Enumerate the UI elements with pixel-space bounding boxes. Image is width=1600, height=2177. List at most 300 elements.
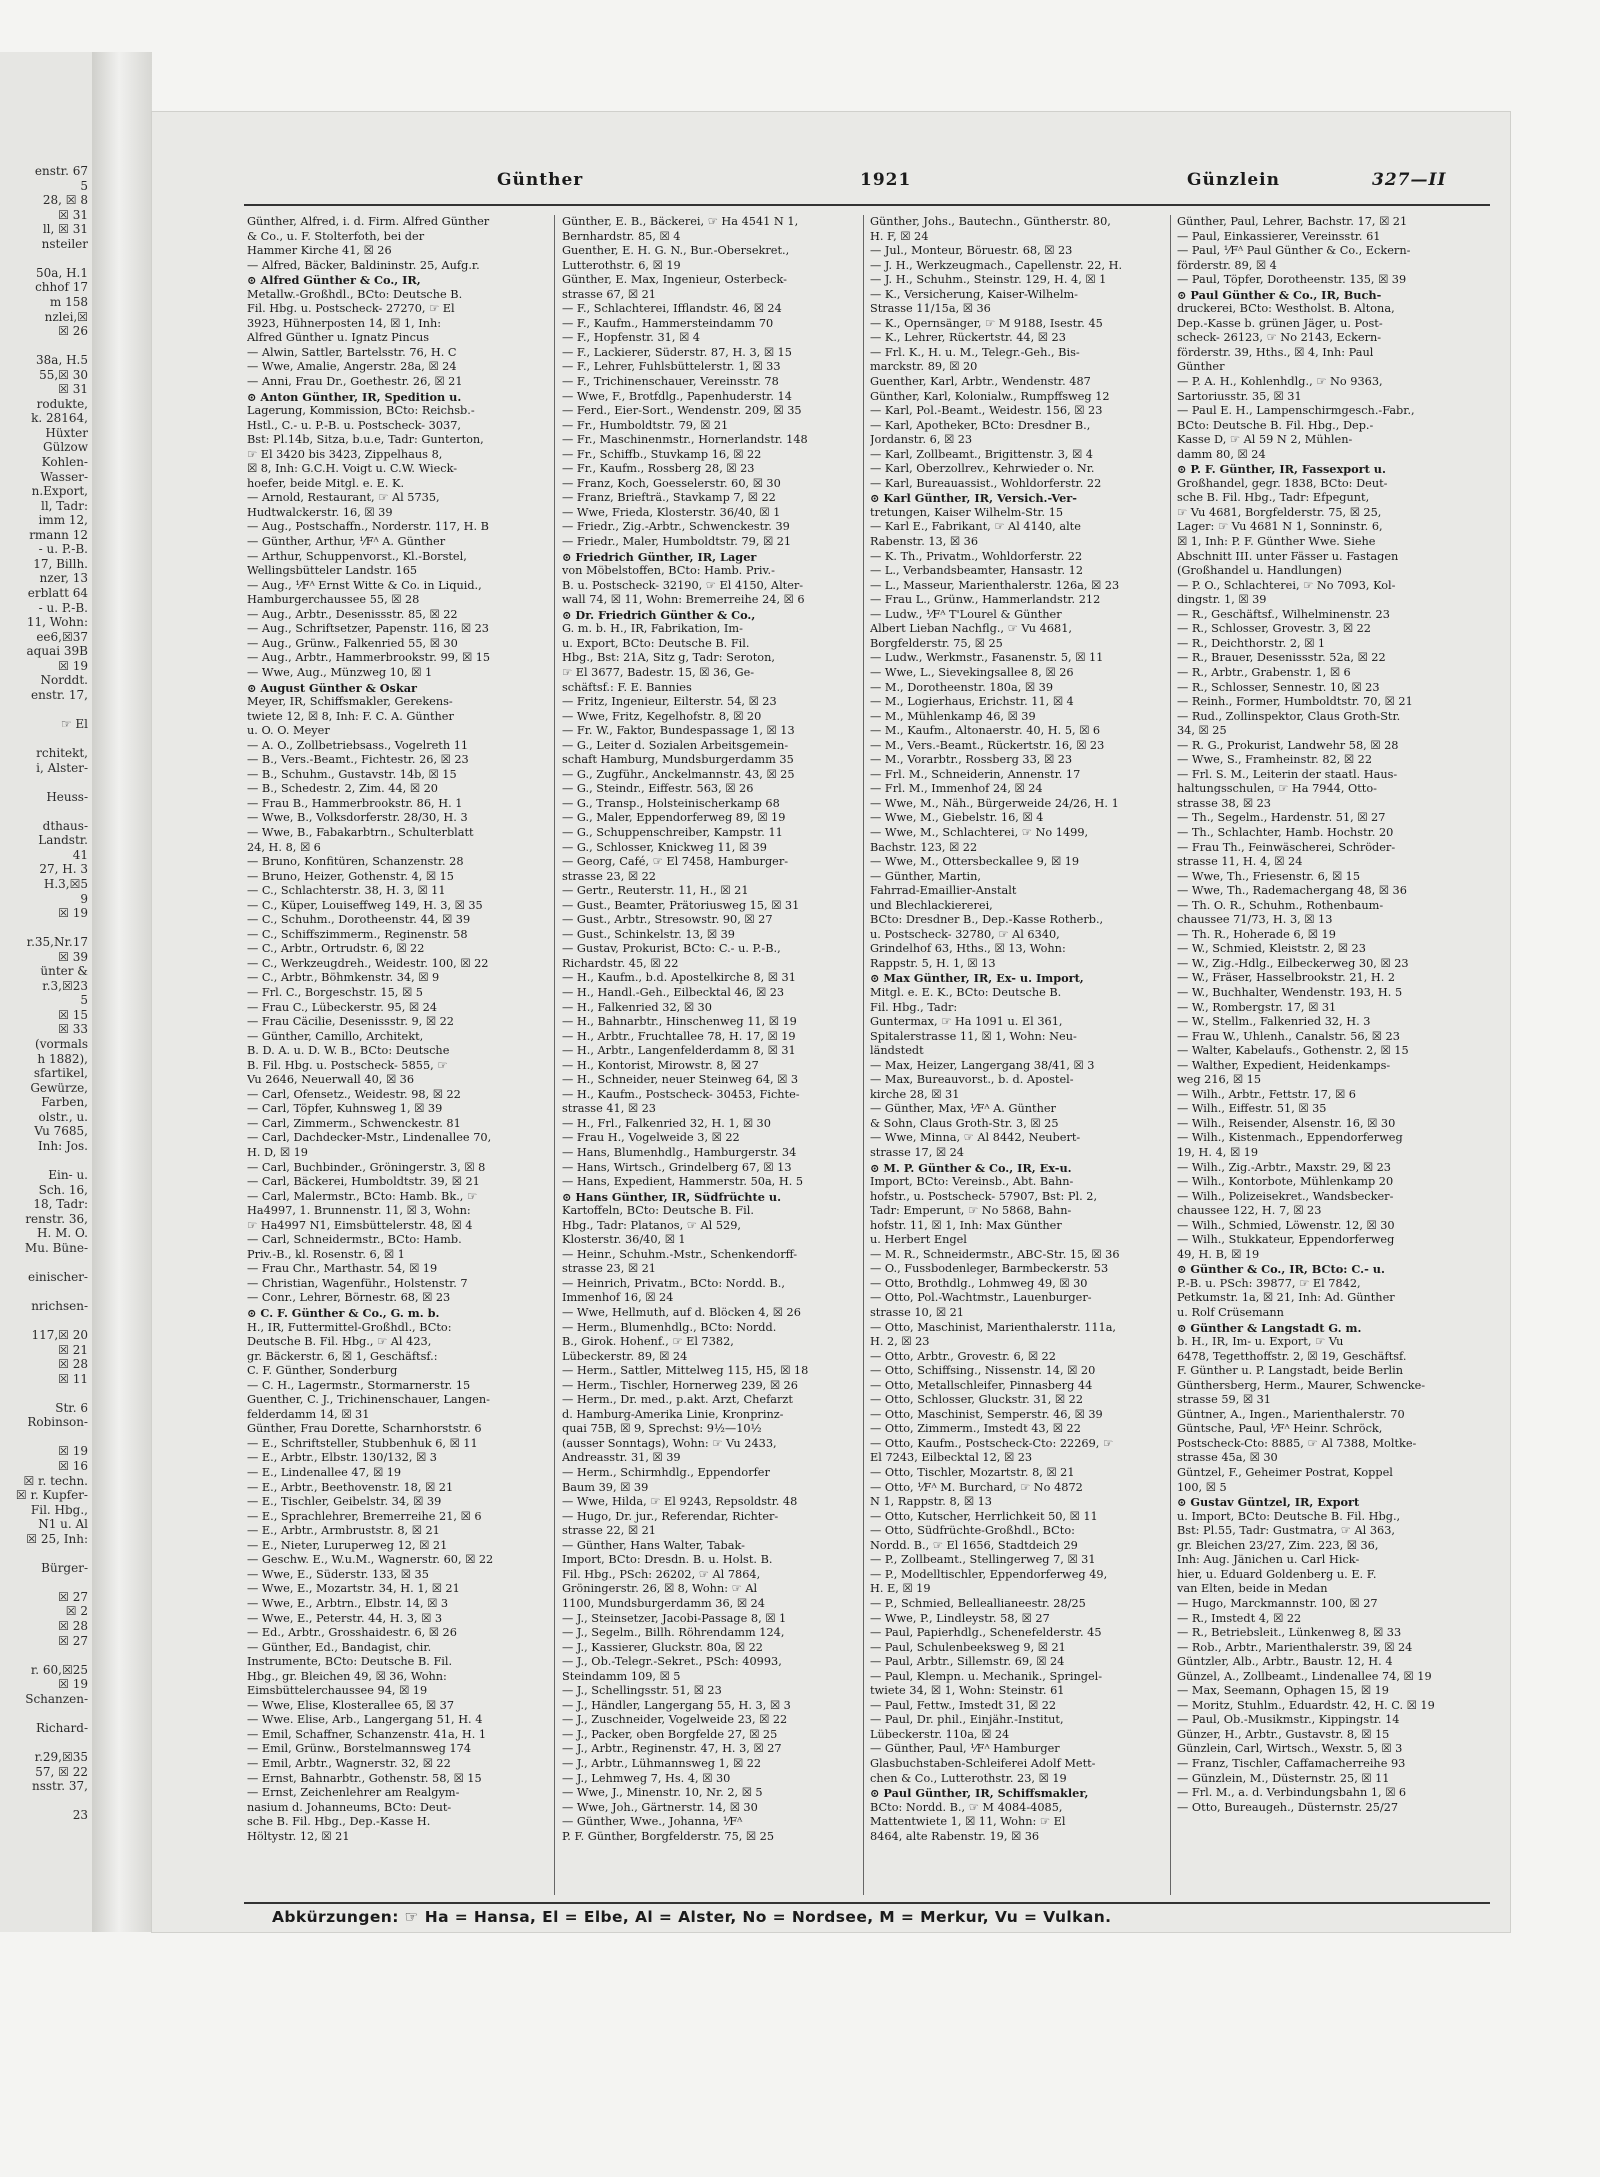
directory-line: — Karl, Pol.-Beamt., Weidestr. 156, ☒ 23	[870, 404, 1103, 418]
directory-line: — H., Arbtr., Fruchtallee 78, H. 17, ☒ 19	[562, 1029, 796, 1043]
directory-line: Guenther, E. H. G. N., Bur.-Obersekret.,	[562, 244, 790, 258]
left-page-line: k. 28164,	[31, 411, 88, 426]
left-page-line: 9	[80, 891, 88, 906]
directory-line: strasse 22, ☒ 21	[562, 1524, 656, 1538]
directory-line: — L., Masseur, Marienthalerstr. 126a, ☒ 23	[870, 578, 1120, 592]
directory-line: — C., Werkzeugdreh., Weidestr. 100, ☒ 22	[247, 956, 489, 970]
directory-line: twiete 12, ☒ 8, Inh: F. C. A. Günther	[247, 709, 454, 723]
directory-line: — Otto, Schlosser, Gluckstr. 31, ☒ 22	[870, 1393, 1084, 1407]
directory-line: — Gustav, Prokurist, BCto: C.- u. P.-B.,	[562, 942, 781, 956]
directory-line: Kasse D, ☞ Al 59 N 2, Mühlen-	[1177, 433, 1353, 447]
directory-line: — Frl. M., a. d. Verbindungsbahn 1, ☒ 6	[1177, 1786, 1407, 1800]
directory-line: — Wwe, J., Minenstr. 10, Nr. 2, ☒ 5	[562, 1786, 763, 1800]
directory-line: Alfred Günther u. Ignatz Pincus	[247, 331, 430, 345]
directory-line: — L., Verbandsbeamter, Hansastr. 12	[870, 564, 1084, 578]
directory-line: — B., Vers.-Beamt., Fichtestr. 26, ☒ 23	[247, 753, 469, 767]
directory-line: — H., Kontorist, Mirowstr. 8, ☒ 27	[562, 1058, 759, 1072]
directory-line: — Wilh., Arbtr., Fettstr. 17, ☒ 6	[1177, 1087, 1356, 1101]
directory-line: Günther	[1177, 360, 1225, 374]
directory-line: — Aug., Arbtr., Desenissstr. 85, ☒ 22	[247, 607, 458, 621]
directory-line: — Fr., Kaufm., Rossberg 28, ☒ 23	[562, 462, 755, 476]
directory-line: Lagerung, Kommission, BCto: Reichsb.-	[247, 404, 475, 418]
directory-page	[152, 112, 1510, 1932]
directory-line: — Herm., Tischler, Hornerweg 239, ☒ 26	[562, 1378, 798, 1392]
directory-line: — Geschw. E., W.u.M., Wagnerstr. 60, ☒ 22	[247, 1553, 494, 1567]
directory-line: — Frl. C., Borgeschstr. 15, ☒ 5	[247, 985, 423, 999]
directory-line: — M., Vers.-Beamt., Rückertstr. 16, ☒ 23	[870, 738, 1105, 752]
directory-line: — K., Versicherung, Kaiser-Wilhelm-	[870, 287, 1078, 301]
directory-line: u. Postscheck- 32780, ☞ Al 6340,	[870, 927, 1060, 941]
directory-line: — Karl E., Fabrikant, ☞ Al 4140, alte	[870, 520, 1081, 534]
directory-line: Güntner, A., Ingen., Marienthalerstr. 70	[1177, 1407, 1405, 1421]
left-page-line: ☒ 19	[58, 658, 88, 673]
directory-line: — Carl, Töpfer, Kuhnsweg 1, ☒ 39	[247, 1102, 443, 1116]
directory-line: 34, ☒ 25	[1177, 724, 1227, 738]
left-page-line: Richard-	[36, 1720, 88, 1735]
left-page-line: 41	[72, 847, 88, 862]
directory-line: strasse 59, ☒ 31	[1177, 1393, 1271, 1407]
left-page-line: Gülzow	[43, 440, 88, 455]
directory-line: strasse 67, ☒ 21	[562, 287, 656, 301]
directory-line: B. u. Postscheck- 32190, ☞ El 4150, Alter-	[562, 578, 804, 592]
left-page-line: enstr. 67	[34, 164, 88, 178]
directory-line: Tadr: Emperunt, ☞ No 5868, Bahn-	[870, 1204, 1072, 1218]
directory-line: — G., Schlosser, Knickweg 11, ☒ 39	[562, 840, 767, 854]
directory-line: — J. H., Werkzeugmach., Capellenstr. 22, H.	[870, 258, 1123, 272]
directory-line: — E., Arbtr., Beethovenstr. 18, ☒ 21	[247, 1480, 454, 1494]
directory-line: — Paul, Klempn. u. Mechanik., Springel-	[870, 1669, 1103, 1683]
directory-line: — Otto, Bureaugeh., Düsternstr. 25/27	[1177, 1800, 1399, 1814]
left-page-line: Wasser-	[40, 469, 88, 484]
left-page-line: 5	[80, 993, 88, 1008]
directory-line: — Otto, Arbtr., Grovestr. 6, ☒ 22	[870, 1349, 1056, 1363]
directory-line: — Fritz, Ingenieur, Eilterstr. 54, ☒ 23	[562, 695, 777, 709]
directory-line: — Emil, Grünw., Borstelmannsweg 174	[247, 1742, 472, 1756]
directory-line: — K., Lehrer, Rückertstr. 44, ☒ 23	[870, 331, 1066, 345]
directory-line: — Otto, Kutscher, Herrlichkeit 50, ☒ 11	[870, 1509, 1098, 1523]
directory-line: — Paul, ⅟Fᴬ Paul Günther & Co., Eckern-	[1177, 244, 1411, 258]
left-page-line: aquai 39B	[26, 644, 88, 659]
directory-line: chaussee 122, H. 7, ☒ 23	[1177, 1204, 1322, 1218]
directory-line: hoefer, beide Mitgl. e. E. K.	[247, 476, 405, 490]
directory-line: & Co., u. F. Stolterfoth, bei der	[247, 229, 425, 243]
directory-line: ☞ El 3677, Badestr. 15, ☒ 36, Ge-	[562, 665, 755, 679]
left-page-line: olstr., u.	[38, 1109, 88, 1124]
directory-line: Bachstr. 123, ☒ 22	[870, 840, 978, 854]
directory-line: Spitalerstrasse 11, ☒ 1, Wohn: Neu-	[870, 1029, 1077, 1043]
abbreviation-footer: Abkürzungen: ☞ Ha = Hansa, El = Elbe, Al = Alster, No = Nordsee, M = Merkur, Vu = Vulkan.	[272, 1908, 1112, 1926]
directory-line: — Rob., Arbtr., Marienthalerstr. 39, ☒ 24	[1177, 1640, 1413, 1654]
directory-line: — C., Küper, Louiseffweg 149, H. 3, ☒ 35	[247, 898, 483, 912]
header-first-name: Günther	[497, 170, 584, 190]
directory-line: — H., Frl., Falkenried 32, H. 1, ☒ 30	[562, 1116, 771, 1130]
column-divider	[1170, 215, 1171, 1895]
left-page-line: ll, Tadr:	[41, 498, 88, 513]
directory-line: Dep.-Kasse b. grünen Jäger, u. Post-	[1177, 316, 1383, 330]
column-2	[562, 215, 862, 1844]
directory-line: — Max, Seemann, Ophagen 15, ☒ 19	[1177, 1684, 1389, 1698]
directory-line: — Emil, Arbtr., Wagnerstr. 32, ☒ 22	[247, 1756, 451, 1770]
directory-line: — Wilh., Stukkateur, Eppendorferweg	[1177, 1233, 1395, 1247]
directory-line: — C., Arbtr., Ortrudstr. 6, ☒ 22	[247, 942, 425, 956]
directory-line: — M., Mühlenkamp 46, ☒ 39	[870, 709, 1036, 723]
left-page-line: Vu 7685,	[34, 1124, 88, 1139]
directory-line: — W., Rombergstr. 17, ☒ 31	[1177, 1000, 1337, 1014]
directory-line: — C., Schiffszimmerm., Reginenstr. 58	[247, 927, 468, 941]
directory-line: Mitgl. e. E. K., BCto: Deutsche B.	[870, 985, 1062, 999]
directory-line: — Paul, Ob.-Musikmstr., Kippingstr. 14	[1177, 1713, 1400, 1727]
directory-line: wall 74, ☒ 11, Wohn: Bremerreihe 24, ☒ 6	[562, 593, 805, 607]
directory-line: Günzlein, Carl, Wirtsch., Wexstr. 5, ☒ 3	[1177, 1742, 1403, 1756]
directory-line: — C., Arbtr., Böhmkenstr. 34, ☒ 9	[247, 971, 440, 985]
directory-line: — Hans, Expedient, Hammerstr. 50a, H. 5	[562, 1175, 804, 1189]
directory-line: 1100, Mundsburgerdamm 36, ☒ 24	[562, 1596, 765, 1610]
directory-line: Klosterstr. 36/40, ☒ 1	[562, 1233, 686, 1247]
directory-line: — Otto, Metallschleifer, Pinnasberg 44	[870, 1378, 1093, 1392]
directory-line: — Frau B., Hammerbrookstr. 86, H. 1	[247, 796, 463, 810]
directory-line: — Georg, Café, ☞ El 7458, Hamburger-	[562, 855, 789, 869]
directory-line: — Jul., Monteur, Böruestr. 68, ☒ 23	[870, 244, 1073, 258]
left-page-line: Schanzen-	[25, 1691, 88, 1706]
directory-line: — Wwe, B., Volksdorferstr. 28/30, H. 3	[247, 811, 468, 825]
directory-line: — R., Schlosser, Sennestr. 10, ☒ 23	[1177, 680, 1380, 694]
directory-line: Immenhof 16, ☒ 24	[562, 1291, 674, 1305]
directory-line: Richardstr. 45, ☒ 22	[562, 956, 679, 970]
directory-line: — Otto, Pol.-Wachtmstr., Lauenburger-	[870, 1291, 1092, 1305]
directory-line: — Ludw., Werkmstr., Fasanenstr. 5, ☒ 11	[870, 651, 1104, 665]
directory-line: — F., Hopfenstr. 31, ☒ 4	[562, 331, 700, 345]
directory-line: — J., Zuschneider, Vogelweide 23, ☒ 22	[562, 1713, 788, 1727]
left-page-line: enstr. 17,	[31, 687, 88, 702]
directory-line: ⊙ Hans Günther, IR, Südfrüchte u.	[562, 1189, 781, 1204]
left-page-line: Ein- u.	[48, 1167, 88, 1182]
directory-line: H. D, ☒ 19	[247, 1146, 308, 1159]
directory-line: (Großhandel u. Handlungen)	[1177, 564, 1342, 578]
directory-line: — Max, Bureauvorst., b. d. Apostel-	[870, 1073, 1074, 1087]
directory-line: — Walter, Kabelaufs., Gothenstr. 2, ☒ 15	[1177, 1044, 1409, 1058]
left-page-line: Hüxter	[45, 425, 88, 440]
directory-line: — Bruno, Konfitüren, Schanzenstr. 28	[247, 855, 464, 869]
directory-line: BCto: Deutsche B. Fil. Hbg., Dep.-	[1177, 418, 1374, 432]
directory-line: — Otto, Maschinist, Semperstr. 46, ☒ 39	[870, 1407, 1103, 1421]
directory-line: gr. Bäckerstr. 6, ☒ 1, Geschäftsf.:	[247, 1349, 438, 1363]
directory-line: u. O. O. Meyer	[247, 724, 330, 738]
directory-line: u. Herbert Engel	[870, 1233, 967, 1247]
directory-line: — Wwe, Minna, ☞ Al 8442, Neubert-	[870, 1131, 1081, 1145]
directory-line: ⊙ Dr. Friedrich Günther & Co.,	[562, 607, 756, 622]
directory-line: — Wwe, Fritz, Kegelhofstr. 8, ☒ 20	[562, 709, 762, 723]
directory-line: — Wwe, Elise, Klosterallee 65, ☒ 37	[247, 1698, 455, 1712]
left-page-line: ☒ 16	[58, 1458, 88, 1473]
directory-line: — Arnold, Restaurant, ☞ Al 5735,	[247, 491, 440, 505]
directory-line: — P., Zollbeamt., Stellingerweg 7, ☒ 31	[870, 1553, 1096, 1567]
left-page-line: N1 u. Al	[38, 1517, 88, 1532]
directory-line: — Karl, Oberzollrev., Kehrwieder o. Nr.	[870, 462, 1095, 476]
directory-line: — Wwe, P., Lindleystr. 58, ☒ 27	[870, 1611, 1050, 1625]
left-page-line: Kohlen-	[41, 455, 88, 469]
left-page-line: 28, ☒ 8	[42, 193, 88, 208]
directory-line: — R., Deichthorstr. 2, ☒ 1	[1177, 636, 1326, 650]
directory-line: H., IR, Futtermittel-Großhdl., BCto:	[247, 1320, 452, 1334]
directory-line: — R., Arbtr., Grabenstr. 1, ☒ 6	[1177, 665, 1351, 679]
directory-line: Güntzler, Alb., Arbtr., Baustr. 12, H. 4	[1177, 1655, 1393, 1669]
column-divider	[554, 215, 555, 1895]
directory-line: — Aug., Grünw., Falkenried 55, ☒ 30	[247, 636, 458, 650]
directory-line: — Frl. K., H. u. M., Telegr.-Geh., Bis-	[870, 345, 1080, 359]
left-page-line: ☒ 27	[58, 1633, 88, 1648]
directory-line: ⊙ Gustav Güntzel, IR, Export	[1177, 1495, 1360, 1510]
left-page-line: 57, ☒ 22	[35, 1764, 88, 1779]
directory-line: von Möbelstoffen, BCto: Hamb. Priv.-	[562, 564, 775, 578]
directory-line: — Ernst, Bahnarbtr., Gothenstr. 58, ☒ 15	[247, 1771, 482, 1785]
directory-line: — Wwe, M., Näh., Bürgerweide 24/26, H. 1	[870, 796, 1119, 810]
directory-line: F. Günther u. P. Langstadt, beide Berlin	[1177, 1364, 1403, 1378]
directory-line: weg 216, ☒ 15	[1177, 1073, 1262, 1087]
directory-line: — J., Steinsetzer, Jacobi-Passage 8, ☒ 1	[562, 1611, 787, 1625]
directory-line: — Wilh., Eiffestr. 51, ☒ 35	[1177, 1102, 1327, 1116]
directory-line: — M., Logierhaus, Erichstr. 11, ☒ 4	[870, 695, 1074, 709]
left-page-line: 5	[80, 178, 88, 193]
left-page-line: ☞ El	[60, 716, 88, 731]
directory-line: — Günther, Ed., Bandagist, chir.	[247, 1640, 432, 1654]
directory-line: — Aug., Arbtr., Hammerbrookstr. 99, ☒ 15	[247, 651, 491, 665]
left-page-line: nzlei,☒	[44, 309, 88, 324]
directory-line: — Otto, ⅟Fᴬ M. Burchard, ☞ No 4872	[870, 1480, 1083, 1494]
directory-line: Postscheck-Cto: 8885, ☞ Al 7388, Moltke-	[1177, 1436, 1417, 1450]
directory-line: — Wwe, E., Peterstr. 44, H. 3, ☒ 3	[247, 1611, 443, 1625]
directory-line: — G., Transp., Holsteinischerkamp 68	[562, 796, 780, 810]
directory-line: — Wilh., Zig.-Arbtr., Maxstr. 29, ☒ 23	[1177, 1160, 1391, 1174]
directory-line: — Paul E. H., Lampenschirmgesch.-Fabr.,	[1177, 404, 1415, 418]
left-page-line: i, Alster-	[36, 760, 88, 775]
directory-line: — Günther, Wwe., Johanna, ⅟Fᴬ	[562, 1815, 743, 1829]
directory-line: — Emil, Schaffner, Schanzenstr. 41a, H. 1	[247, 1727, 487, 1741]
directory-line: Fil. Hbg., PSch: 26202, ☞ Al 7864,	[562, 1567, 761, 1581]
left-page-line: ☒ 28	[58, 1619, 88, 1633]
directory-line: — Herm., Dr. med., p.akt. Arzt, Chefarzt	[562, 1393, 793, 1407]
directory-line: — J., Ob.-Telegr.-Sekret., PSch: 40993,	[562, 1655, 782, 1669]
directory-line: — Günther, Arthur, ⅟Fᴬ A. Günther	[247, 535, 446, 549]
directory-line: Guntermax, ☞ Ha 1091 u. El 361,	[870, 1015, 1063, 1029]
directory-line: twiete 34, ☒ 1, Wohn: Steinstr. 61	[870, 1684, 1065, 1698]
directory-line: ⊙ P. F. Günther, IR, Fassexport u.	[1177, 462, 1386, 477]
header-year: 1921	[860, 170, 912, 190]
directory-line: — Christian, Wagenführ., Holstenstr. 7	[247, 1276, 468, 1290]
directory-line: P. F. Günther, Borgfelderstr. 75, ☒ 25	[562, 1829, 775, 1843]
directory-line: — Th., Segelm., Hardenstr. 51, ☒ 27	[1177, 811, 1386, 825]
directory-line: 6478, Tegetthoffstr. 2, ☒ 19, Geschäftsf.	[1177, 1349, 1407, 1363]
directory-line: — Wwe, Amalie, Angerstr. 28a, ☒ 24	[247, 360, 457, 374]
left-page-line: Gewürze,	[30, 1080, 88, 1095]
directory-line: ⊙ Anton Günther, IR, Spedition u.	[247, 389, 462, 404]
column-4	[1177, 215, 1477, 1815]
directory-line: — W., Schmied, Kleiststr. 2, ☒ 23	[1177, 942, 1366, 956]
directory-line: — Franz, Koch, Goesselerstr. 60, ☒ 30	[562, 476, 781, 490]
directory-line: B. Fil. Hbg. u. Postscheck- 5855, ☞	[247, 1058, 448, 1072]
header-rule	[244, 204, 1490, 206]
directory-line: Günther, E. B., Bäckerei, ☞ Ha 4541 N 1,	[562, 215, 799, 228]
directory-line: — W., Fräser, Hasselbrookstr. 21, H. 2	[1177, 971, 1396, 985]
directory-line: — P., Schmied, Belleallianeestr. 28/25	[870, 1596, 1086, 1610]
directory-line: C. F. Günther, Sonderburg	[247, 1364, 398, 1378]
directory-line: Günther, Paul, Lehrer, Bachstr. 17, ☒ 21	[1177, 215, 1408, 228]
left-page-line: r. 60,☒25	[30, 1662, 88, 1677]
directory-line: b. H., IR, Im- u. Export, ☞ Vu	[1177, 1335, 1344, 1349]
directory-line: — Alwin, Sattler, Bartelsstr. 76, H. C	[247, 345, 457, 359]
directory-line: — R., Betriebsleit., Lünkenweg 8, ☒ 33	[1177, 1626, 1402, 1640]
directory-line: — Paul, Dr. phil., Einjähr.-Institut,	[870, 1713, 1064, 1727]
directory-line: — Wwe, Th., Friesenstr. 6, ☒ 15	[1177, 869, 1361, 883]
left-page-line: ☒ 15	[58, 1007, 88, 1022]
left-page-fragment	[0, 52, 92, 1932]
directory-line: — Reinh., Former, Humboldtstr. 70, ☒ 21	[1177, 695, 1413, 709]
directory-line: Grindelhof 63, Hths., ☒ 13, Wohn:	[870, 942, 1066, 956]
directory-line: — H., Handl.-Geh., Eilbecktal 46, ☒ 23	[562, 985, 785, 999]
directory-line: ☞ Vu 4681, Borgfelderstr. 75, ☒ 25,	[1177, 505, 1382, 519]
left-page-line: ☒ 27	[58, 1589, 88, 1604]
header-page-number: 327—II	[1372, 170, 1447, 190]
left-page-line: ☒ 28	[58, 1357, 88, 1372]
directory-line: strasse 23, ☒ 21	[562, 1262, 656, 1276]
left-page-line: H.3,☒5	[43, 876, 88, 891]
left-page-line: rodukte,	[36, 396, 88, 411]
directory-line: Inh: Aug. Jänichen u. Carl Hick-	[1177, 1553, 1360, 1567]
left-page-line: H. M. O.	[37, 1226, 88, 1241]
directory-line: Güntzel, F., Geheimer Postrat, Koppel	[1177, 1466, 1393, 1480]
directory-line: Bst: Pl.55, Tadr: Gustmatra, ☞ Al 363,	[1177, 1524, 1395, 1538]
directory-line: strasse 23, ☒ 22	[562, 869, 656, 883]
directory-line: — Hans, Wirtsch., Grindelberg 67, ☒ 13	[562, 1160, 792, 1174]
directory-line: ländstedt	[870, 1044, 924, 1058]
directory-line: Lübeckerstr. 89, ☒ 24	[562, 1349, 688, 1363]
directory-line: — Karl, Bureauassist., Wohldorferstr. 22	[870, 476, 1102, 490]
left-page-line: ☒ r. techn.	[23, 1473, 88, 1488]
left-page-line: nzer, 13	[39, 571, 88, 586]
directory-line: chaussee 71/73, H. 3, ☒ 13	[1177, 913, 1333, 927]
left-page-line: nsteiler	[41, 236, 88, 251]
directory-line: gr. Bleichen 23/27, Zim. 223, ☒ 36,	[1177, 1538, 1379, 1552]
directory-line: — B., Schuhm., Gustavstr. 14b, ☒ 15	[247, 767, 457, 781]
directory-line: El 7243, Eilbecktal 12, ☒ 23	[870, 1451, 1033, 1465]
directory-line: — H., Bahnarbtr., Hinschenweg 11, ☒ 19	[562, 1015, 797, 1029]
book-gutter	[92, 52, 152, 1932]
left-page-line: nsstr. 37,	[32, 1779, 88, 1794]
directory-line: Albert Lieban Nachflg., ☞ Vu 4681,	[870, 622, 1072, 636]
directory-line: — E., Nieter, Luruperweg 12, ☒ 21	[247, 1538, 448, 1552]
directory-line: — W., Zig.-Hdlg., Eilbeckerweg 30, ☒ 23	[1177, 956, 1409, 970]
directory-line: — Frl. M., Immenhof 24, ☒ 24	[870, 782, 1043, 796]
left-page-line: ☒ 11	[58, 1371, 88, 1386]
directory-line: — Franz, Tischler, Caffamacherreihe 93	[1177, 1756, 1406, 1770]
directory-line: — Wilh., Kistenmach., Eppendorferweg	[1177, 1131, 1403, 1145]
directory-line: — Wwe, B., Fabakarbtrn., Schulterblatt	[247, 825, 474, 839]
directory-line: — H., Arbtr., Langenfelderdamm 8, ☒ 31	[562, 1044, 796, 1058]
directory-line: BCto: Dresdner B., Dep.-Kasse Rotherb.,	[870, 913, 1104, 927]
left-page-line: ☒ 21	[58, 1342, 88, 1357]
directory-line: — F., Schlachterei, Ifflandstr. 46, ☒ 24	[562, 302, 782, 316]
directory-line: — Max, Heizer, Langergang 38/41, ☒ 3	[870, 1058, 1095, 1072]
directory-line: Metallw.-Großhdl., BCto: Deutsche B.	[247, 287, 463, 301]
directory-line: — W., Stellm., Falkenried 32, H. 3	[1177, 1015, 1371, 1029]
directory-line: Meyer, IR, Schiffsmakler, Gerekens-	[247, 695, 453, 709]
left-page-line: ll, ☒ 31	[42, 222, 88, 237]
directory-line: hofstr., u. Postscheck- 57907, Bst: Pl. 2,	[870, 1189, 1098, 1203]
directory-line: Gröningerstr. 26, ☒ 8, Wohn: ☞ Al	[562, 1582, 758, 1596]
directory-line: — Moritz, Stuhlm., Eduardstr. 42, H. C. ☒ 19	[1177, 1698, 1435, 1712]
directory-line: BCto: Nordd. B., ☞ M 4084-4085,	[870, 1800, 1063, 1814]
directory-line: — Ferd., Eier-Sort., Wendenstr. 209, ☒ 35	[562, 404, 802, 418]
left-page-line: chhof 17	[35, 280, 88, 295]
left-page-line: rmann 12	[29, 527, 88, 542]
directory-line: Guenther, Karl, Arbtr., Wendenstr. 487	[870, 375, 1091, 389]
directory-line: u. Rolf Crüsemann	[1177, 1306, 1284, 1320]
directory-line: G. m. b. H., IR, Fabrikation, Im-	[562, 622, 743, 636]
directory-line: 24, H. 8, ☒ 6	[247, 840, 321, 854]
left-page-line: Mu. Büne-	[24, 1240, 88, 1255]
directory-line: H. 2, ☒ 23	[870, 1335, 930, 1349]
directory-line: — C., Schlachterstr. 38, H. 3, ☒ 11	[247, 884, 446, 898]
directory-line: ⊙ Paul Günther & Co., IR, Buch-	[1177, 287, 1382, 302]
left-page-line: Bürger-	[41, 1560, 88, 1575]
directory-line: marckstr. 89, ☒ 20	[870, 360, 978, 374]
directory-line: sche B. Fil. Hbg., Dep.-Kasse H.	[247, 1815, 431, 1829]
left-page-line: Heuss-	[46, 789, 88, 804]
directory-line: — Th. R., Hoherade 6, ☒ 19	[1177, 927, 1336, 941]
left-page-line: 11, Wohn:	[26, 615, 88, 630]
directory-line: — Wwe, F., Brotfdlg., Papenhuderstr. 14	[562, 389, 792, 403]
directory-line: — J., Schellingsstr. 51, ☒ 23	[562, 1684, 722, 1698]
directory-line: — Paul, Papierhdlg., Schenefelderstr. 45	[870, 1626, 1102, 1640]
directory-line: — Otto, Maschinist, Marienthalerstr. 111a,	[870, 1320, 1117, 1334]
directory-line: — J., Händler, Langergang 55, H. 3, ☒ 3	[562, 1698, 791, 1712]
directory-line: — P. A. H., Kohlenhdlg., ☞ No 9363,	[1177, 375, 1383, 389]
directory-line: ⊙ Günther & Langstadt G. m.	[1177, 1320, 1362, 1335]
directory-line: ⊙ C. F. Günther & Co., G. m. b.	[247, 1306, 440, 1321]
directory-line: Bernhardstr. 85, ☒ 4	[562, 229, 681, 243]
directory-line: ⊙ M. P. Günther & Co., IR, Ex-u.	[870, 1160, 1072, 1175]
directory-line: Ha4997, 1. Brunnenstr. 11, ☒ 3, Wohn:	[247, 1204, 471, 1218]
directory-line: — Fr., Humboldtstr. 79, ☒ 21	[562, 418, 729, 432]
directory-line: — Carl, Dachdecker-Mstr., Lindenallee 70,	[247, 1131, 492, 1145]
directory-line: Hstl., C.- u. P.-B. u. Postscheck- 3037,	[247, 418, 462, 432]
directory-line: 3923, Hühnerposten 14, ☒ 1, Inh:	[247, 316, 442, 330]
directory-line: — J., Kassierer, Gluckstr. 80a, ☒ 22	[562, 1640, 763, 1654]
directory-line: Lübeckerstr. 110a, ☒ 24	[870, 1727, 1010, 1741]
left-page-line: 23	[72, 1808, 88, 1823]
directory-line: Mattentwiete 1, ☒ 11, Wohn: ☞ El	[870, 1815, 1066, 1829]
directory-line: — Wilh., Polizeisekret., Wandsbecker-	[1177, 1189, 1394, 1203]
directory-line: hofstr. 11, ☒ 1, Inh: Max Günther	[870, 1218, 1062, 1232]
left-page-line: (vormals	[35, 1037, 88, 1051]
directory-line: — W., Buchhalter, Wendenstr. 193, H. 5	[1177, 985, 1403, 999]
directory-line: ⊙ Karl Günther, IR, Versich.-Ver-	[870, 491, 1077, 506]
directory-line: Hbg., Tadr: Platanos, ☞ Al 529,	[562, 1218, 742, 1232]
directory-line: — E., Arbtr., Armbruststr. 8, ☒ 21	[247, 1524, 440, 1538]
left-page-line: 50a, H.1	[36, 265, 88, 280]
directory-line: — Wwe, E., Süderstr. 133, ☒ 35	[247, 1567, 429, 1581]
directory-line: — J., Segelm., Billh. Röhrendamm 124,	[562, 1626, 785, 1640]
directory-line: quai 75B, ☒ 9, Sprechst: 9½—10½	[562, 1422, 762, 1436]
directory-line: — Frau Cäcilie, Desenissstr. 9, ☒ 22	[247, 1015, 454, 1029]
directory-line: — K., Opernsänger, ☞ M 9188, Isestr. 45	[870, 316, 1103, 330]
directory-line: — Günzlein, M., Düsternstr. 25, ☒ 11	[1177, 1771, 1390, 1785]
directory-line: — G., Steindr., Eiffestr. 563, ☒ 26	[562, 782, 754, 796]
directory-line: Sartoriusstr. 35, ☒ 31	[1177, 389, 1302, 403]
directory-line: Guenther, C. J., Trichinenschauer, Langen-	[247, 1393, 490, 1407]
directory-line: — Otto, Brothdlg., Lohmweg 49, ☒ 30	[870, 1276, 1088, 1290]
directory-line: — Wwe, Hellmuth, auf d. Blöcken 4, ☒ 26	[562, 1306, 801, 1320]
directory-line: — H., Falkenried 32, ☒ 30	[562, 1000, 712, 1014]
